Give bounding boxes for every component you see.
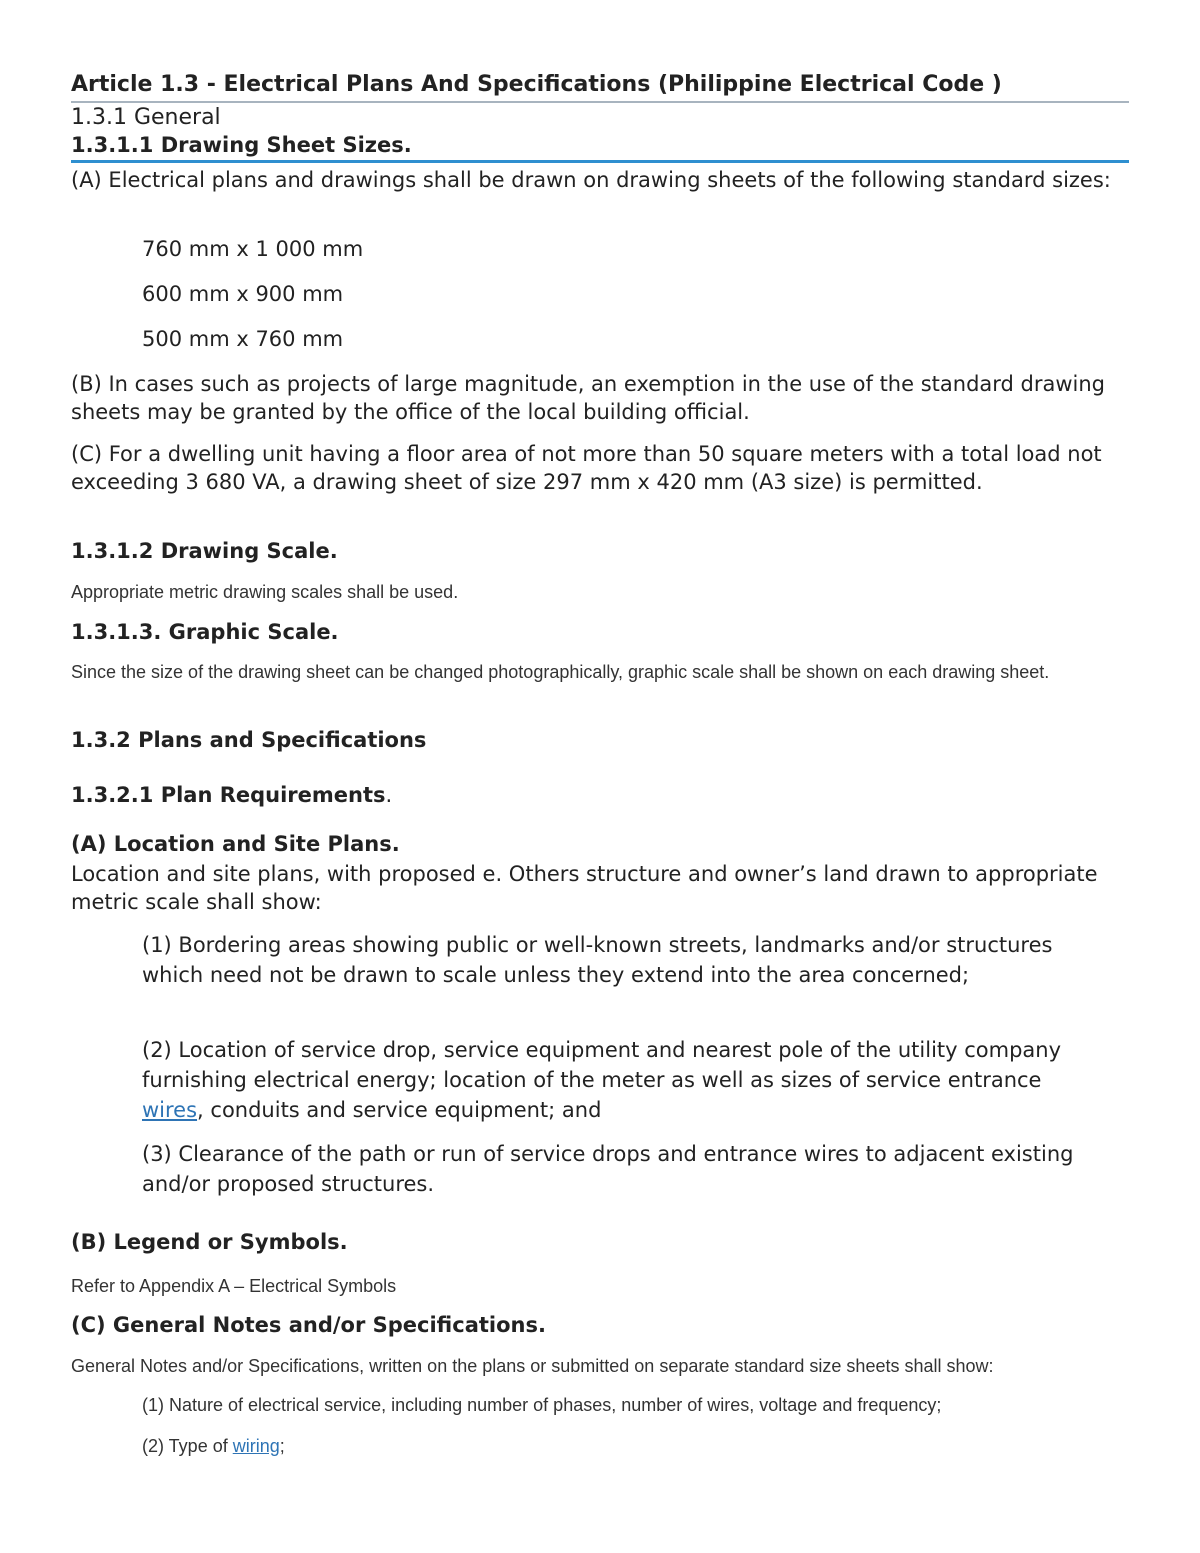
para-graphic-scale: Since the size of the drawing sheet can be changed photographically, graphic scale shall be shown on each drawing sheet.: [71, 662, 1050, 682]
para-drawing-scale: Appropriate metric drawing scales shall be used.: [71, 582, 459, 602]
section-general: 1.3.1 General: [71, 105, 221, 130]
wiring-link[interactable]: wiring: [232, 1436, 280, 1456]
heading-divider: [71, 160, 1129, 163]
heading-1-3-2: 1.3.2 Plans and Specifications: [71, 728, 427, 752]
heading-part-b: (B) Legend or Symbols.: [71, 1230, 348, 1254]
part-a-item-2: [142, 1035, 1102, 1125]
sheet-size-2: 600 mm x 900 mm: [142, 282, 344, 306]
part-a-item-3: (3) Clearance of the path or run of service drops and entrance wires to adjacent existing and/or proposed structures.: [142, 1142, 1074, 1196]
part-a-item-1: (1) Bordering areas showing public or well-known streets, landmarks and/or structures which need not be drawn to scale unless they extend into the area concerned;: [142, 933, 1053, 987]
heading-1-3-2-1: [71, 781, 1131, 809]
wires-link[interactable]: wires: [142, 1098, 198, 1122]
part-c-item-2-text-end: ;: [279, 1436, 285, 1456]
heading-1-3-1-1: 1.3.1.1 Drawing Sheet Sizes.: [71, 133, 412, 157]
sheet-size-1: 760 mm x 1 000 mm: [142, 237, 364, 261]
part-c-item-2-text: (2) Type of: [142, 1436, 233, 1456]
heading-1-3-1-3: 1.3.1.3. Graphic Scale.: [71, 620, 339, 644]
sheet-size-3: 500 mm x 760 mm: [142, 327, 344, 351]
heading-1-3-2-1-period: .: [385, 783, 393, 807]
part-a-item-2-text-end: , conduits and service equipment; and: [197, 1098, 602, 1122]
para-1-3-1-1-a: (A) Electrical plans and drawings shall be drawn on drawing sheets of the following standard sizes:: [71, 168, 1111, 192]
para-part-c: General Notes and/or Specifications, written on the plans or submitted on separate standard size sheets shall show:: [71, 1356, 994, 1376]
part-c-item-1: (1) Nature of electrical service, including number of phases, number of wires, voltage and frequency;: [142, 1395, 942, 1415]
para-1-3-1-1-b: (B) In cases such as projects of large magnitude, an exemption in the use of the standard drawing sheets may be granted by the office of the local building official.: [71, 372, 1106, 424]
heading-1-3-2-1-label: 1.3.2.1 Plan Requirements: [71, 783, 386, 807]
heading-part-a: (A) Location and Site Plans.: [71, 832, 400, 856]
para-1-3-1-1-c: (C) For a dwelling unit having a floor area of not more than 50 square meters with a total load not exceeding 3 680 VA, a drawing sheet of size 297 mm x 420 mm (A3 size) is permitted.: [71, 442, 1102, 494]
para-part-a-intro: Location and site plans, with proposed e. Others structure and owner’s land drawn to appropriate metric scale shall show:: [71, 862, 1098, 914]
part-c-item-2: [142, 1434, 1132, 1459]
title-divider: [71, 101, 1129, 103]
heading-part-c: (C) General Notes and/or Specifications.: [71, 1313, 546, 1337]
heading-1-3-1-2: 1.3.1.2 Drawing Scale.: [71, 539, 338, 563]
para-part-b: Refer to Appendix A – Electrical Symbols: [71, 1276, 397, 1296]
article-title: Article 1.3 - Electrical Plans And Specifications (Philippine Electrical Code ): [71, 72, 1002, 97]
part-a-item-2-text: (2) Location of service drop, service equipment and nearest pole of the utility company furnishing electrical energy; location of the meter as well as sizes of service entrance: [142, 1038, 1062, 1092]
